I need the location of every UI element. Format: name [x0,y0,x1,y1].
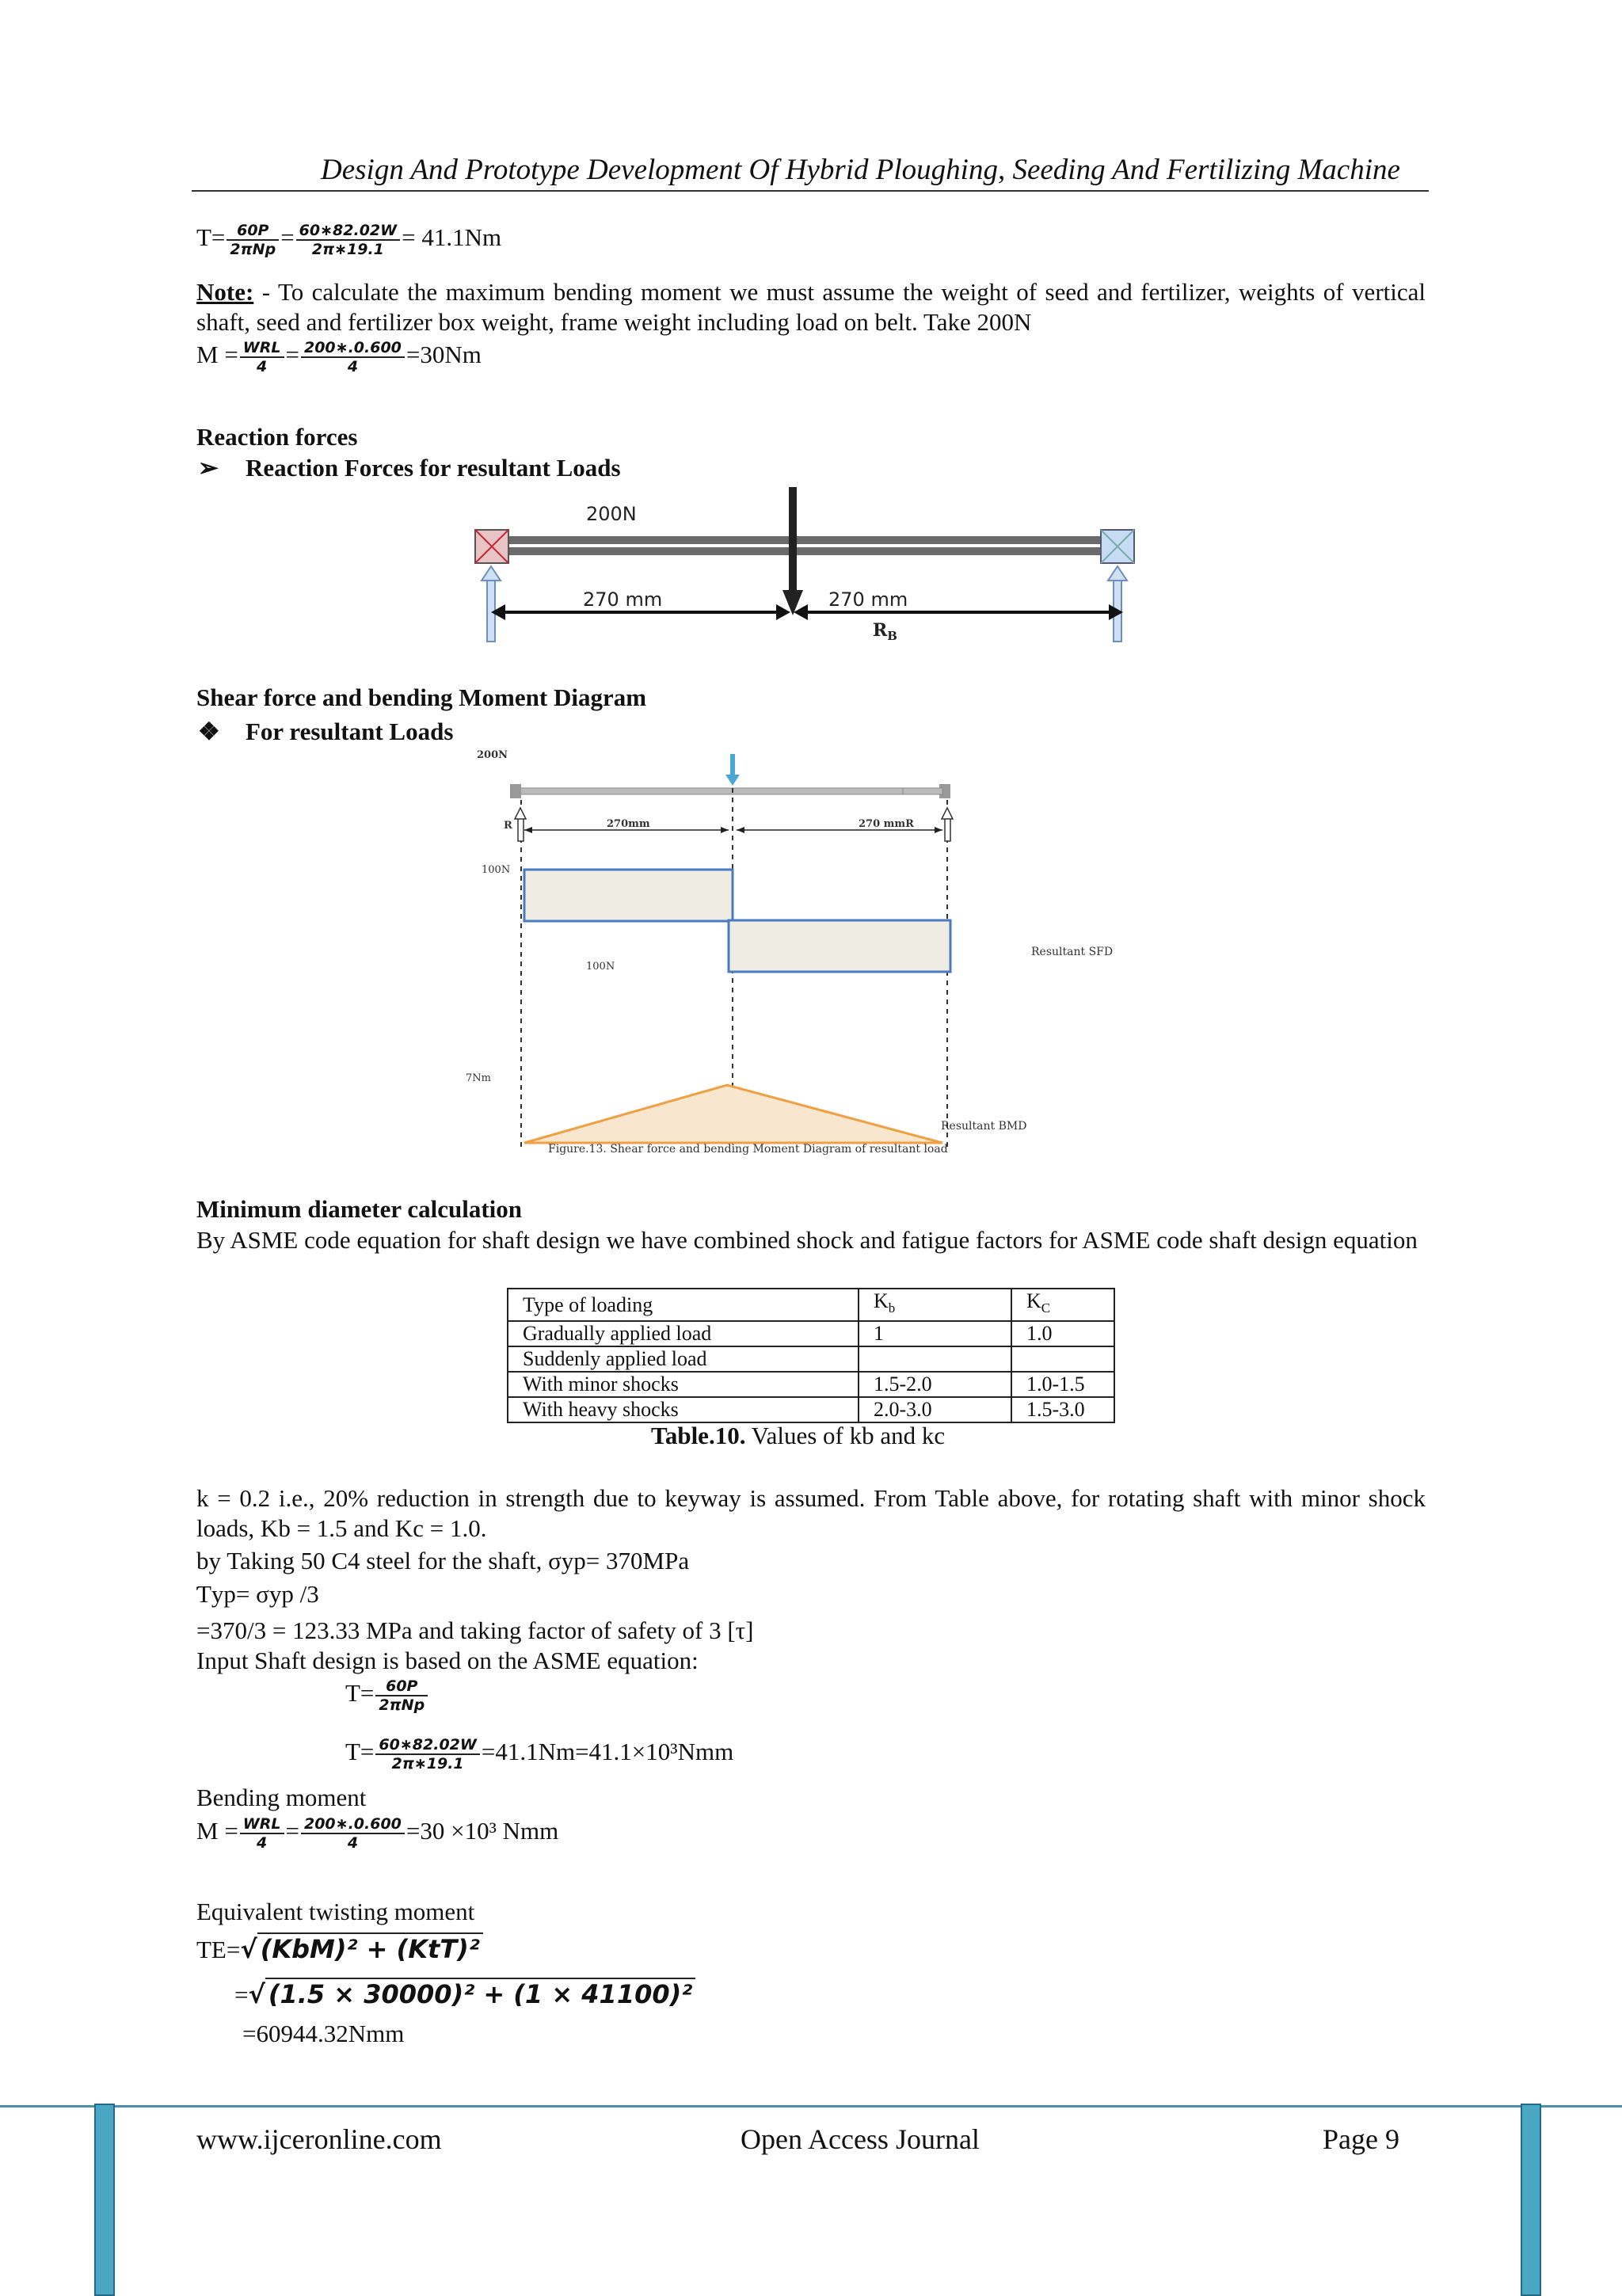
header-type: Type of loading [508,1289,859,1321]
torque-formula-general: T= $\frac{60P}{\text{2πNp}}$ [345,1677,429,1714]
sfbm-beam [515,788,903,794]
sfd-positive-block [524,870,733,921]
footer-left-bar [94,2104,115,2296]
table-header-row [508,1289,1114,1321]
bmd-triangle [524,1085,942,1143]
bmd-max-label: 7Nm [466,1072,491,1084]
table-row: Gradually applied load 1 1.0 [508,1321,1114,1346]
bullet-diamond-icon: ❖ [198,718,220,745]
equiv-formula: TE=√ (KbM)² + (KtT)² [196,1932,483,1965]
note-paragraph: Note: - To calculate the maximum bending moment we must assume the weight of seed and fertilizer, weights of vertical shaft, seed and fertilizer box weight, frame weight including load on belt. Take 200N [196,278,1426,336]
header-kb: $K_b$ [859,1289,1011,1321]
equiv-substitution: =√ (1.5 × 30000)² + (1 × 41100)² [234,1978,695,2010]
beam-load-label: 200N [586,503,637,525]
equiv-result: =60944.32Nmm [242,2020,405,2047]
header-kc: $K_C$ [1011,1289,1114,1321]
equiv-heading: Equivalent twisting moment [196,1898,475,1925]
sfbm-right-dim-label: 270 mmR [859,818,914,830]
steel-line: by Taking 50 C4 steel for the shaft, σyp= 370MPa [196,1547,690,1574]
safety-line: =370/3 = 123.33 MPa and taking factor of safety of 3 [τ] [196,1616,754,1644]
reaction-subheading: Reaction Forces for resultant Loads [246,454,621,482]
keyway-paragraph: k = 0.2 i.e., 20% reduction in strength due to keyway is assumed. From Table above, for rotating shaft with minor shock loads, Kb = 1.5 and Kc = 1.0. [196,1484,1426,1542]
bullet-arrow-icon: ➢ [198,454,219,482]
sfbm-caption: Figure.13. Shear force and bending Moment Diagram of resultant load [548,1143,948,1156]
footer-page-number: Page 9 [1323,2123,1399,2155]
asme-line: Input Shaft design is based on the ASME equation: [196,1647,699,1674]
mindia-heading: Minimum diameter calculation [196,1195,522,1223]
sfbm-ra-label: R [504,820,512,832]
tau-line: Ƭyp= σyp /3 [196,1580,319,1608]
sfd-top-label: 100N [482,864,511,876]
torque-formula: T= $\frac{60P}{\text{2πNp}}$ = $\frac{60∗82.02W}{2\pi∗19.1}$ = 41.1Nm [196,222,502,258]
right-reaction-arrow [1108,566,1127,642]
mindia-paragraph: By ASME code equation for shaft design we have combined shock and fatigue factors for ASME code shaft design equation [196,1226,1418,1254]
sfbm-figure [459,744,1156,1160]
table-row: With heavy shocks 2.0-3.0 1.5-3.0 [508,1397,1114,1422]
footer-right-bar [1521,2104,1541,2296]
bmd-label: Resultant BMD [941,1120,1027,1133]
sfbm-subheading: For resultant Loads [246,718,454,745]
beam-left-dim-label: 270 mm [583,588,663,611]
beam-bottom-bar [483,547,1117,555]
beam-reaction-label: $R_B$ [873,620,897,643]
sfbm-rb-arrow [942,808,953,841]
beam-right-dim-label: 270 mm [828,588,908,611]
bending-formula: M = $\frac{\text{WRL}}{4}$ = $\frac{200∗.0.600}{4}$ =30 ×10³ Nmm [196,1815,559,1852]
bending-heading: Bending moment [196,1784,367,1811]
running-header: Design And Prototype Development Of Hybrid Ploughing, Seeding And Fertilizing Machine [321,154,1400,186]
reaction-heading: Reaction forces [196,423,358,451]
sfbm-heading: Shear force and bending Moment Diagram [196,683,647,711]
torque-formula-value: T= $\frac{60∗82.02W}{2\pi∗19.1}$ =41.1Nm=41.1×10³Nmm [345,1736,734,1772]
header-rule [192,190,1429,192]
sfbm-ra-arrow [515,808,526,841]
table-row: Suddenly applied load [508,1346,1114,1372]
footer-website: www.ijceronline.com [196,2123,442,2155]
loading-factors-table [507,1288,1115,1423]
sfbm-load-arrow [730,754,735,776]
moment-formula: M = $\frac{\text{WRL}}{4}$ = $\frac{200∗.0.600}{4}$ =30Nm [196,339,482,375]
sfbm-load-label: 200N [477,749,508,761]
footer-rule [0,2105,1622,2108]
left-reaction-arrow [482,566,501,642]
sfd-label: Resultant SFD [1031,946,1114,958]
sfd-bottom-label: 100N [586,961,615,973]
beam-top-bar [483,536,1117,544]
beam-figure [467,479,1148,649]
footer-journal: Open Access Journal [741,2123,980,2155]
sfbm-left-end [510,784,521,798]
sfd-negative-block [729,920,950,972]
table-row: With minor shocks 1.5-2.0 1.0-1.5 [508,1372,1114,1397]
table-caption: Table.10. Values of kb and kc [651,1422,946,1449]
sfbm-left-dim-label: 270mm [607,818,650,830]
